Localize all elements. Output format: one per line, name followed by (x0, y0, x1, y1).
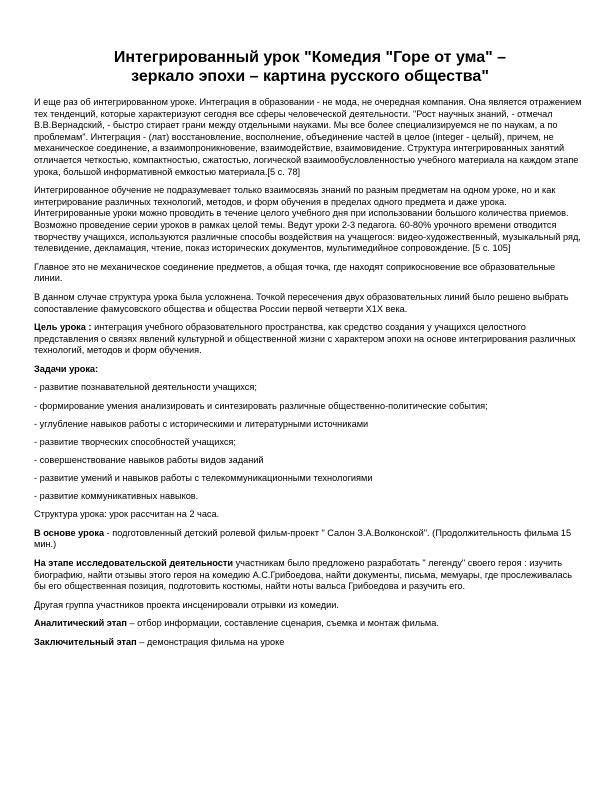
document-title (60, 48, 560, 86)
paragraph-goal (34, 322, 582, 357)
analytic-label: Аналитический этап (34, 618, 127, 629)
paragraph-structure-note: В данном случае структура урока была усложнена. Точкой пересечения двух образовательных линий было решено выбрать сопоставление фамусовского общества и общества России первой четверти Х1Х века. (34, 291, 569, 314)
paragraph-final-stage (34, 637, 582, 649)
paragraph-lesson-structure: Структура урока: урок рассчитан на 2 часа. (34, 509, 220, 520)
research-text: участникам было предложено разработать " легенду" своего героя : изучить биографию, найти отзывы этого героя на комедию А.С.Грибоедова, найти документы, письма, мемуары, где прослеживалась бы его общественная позиция, подготовить костюмы, найти ноты вальса Грибоедова и разучить его. (34, 557, 573, 592)
paragraph-main-point: Главное это не механическое соединение предметов, а общая точка, где находят соприкосновение все образовательные линии. (34, 261, 556, 284)
paragraph-analytic-stage (34, 618, 582, 630)
task-item: - развитие творческих способностей учащихся; (34, 436, 236, 447)
goal-text: интеграция учебного образовательного пространства, как средство создания у учащихся целостного представления о связях явлений культурной и общественной жизни с характером эпохи на основе интегрирования различных технологий, методов и форм обучения. (34, 322, 576, 356)
final-text: – демонстрация фильма на уроке (136, 636, 285, 647)
task-item: - совершенствование навыков работы видов заданий (34, 454, 264, 465)
paragraph-integrated-learning: Интегрированное обучение не подразумевает только взаимосвязь знаний по разным предметам на одном уроке, но и как интегрирование различных технологий, методов, и форм обучения в пределах одного предмета и даже урока. Интегрированные уроки можно проводить в течение целого учебного дня при использовании большого количества приемов. Возможно проведение серии уроков в рамках целой темы. Ведут уроки 2-3 педагога. 60-80% урочного времени отводится творчеству учащихся, используются различные способы воздействия на учащегося: видео-художественный, музыкальный ряд, телевидение, декламация, чтение, показ исторических документов, мультимедийное сопровождение. [5 с. 105] (34, 185, 581, 254)
basis-text: - подготовленный детский ролевой фильм-проект " Салон З.А.Волконской". (Продолжительность фильма 15 мин.) (34, 527, 572, 550)
analytic-text: – отбор информации, составление сценария, съемка и монтаж фильма. (126, 618, 439, 629)
task-item: - развитие умений и навыков работы с телекоммуникационными технологиями (34, 472, 373, 483)
title-line-2: зеркало эпохи – картина русского общества" (131, 68, 489, 85)
paragraph-basis (34, 528, 582, 551)
document-body (34, 97, 582, 655)
final-label: Заключительный этап (34, 636, 137, 647)
tasks-heading: Задачи урока: (34, 363, 99, 374)
research-label: На этапе исследовательской деятельности (34, 557, 234, 568)
task-item: - углубление навыков работы с историческими и литературными источниками (34, 418, 369, 429)
title-line-1: Интегрированный урок "Комедия "Горе от ума" – (113, 49, 507, 66)
basis-label: В основе урока (34, 527, 105, 538)
paragraph-intro: И еще раз об интегрированном уроке. Интеграция в образовании - не мода, не очередная компания. Она является отражением тех тенденций, которые характеризуют сегодня все сферы человеческой деятельности. "Рост научных знаний, - отмечал В.В.Вернадский, - быстро стирает грани между отдельными науками. Мы все более специализируемся не по наукам, а по проблемам". Интеграция - (лат) восстановление, восполнение, объединение частей в целое (integer - целый), причем, не механическое соединение, а взаимопроникновение, взаимодействие, взаимовидение. Структура интегрированных занятий отличается четкостью, компактностью, сжатостью, логической взаимообусловленностью учебного материала на каждом этапе урока, большой информативной емкостью материала.[5 с. 78] (34, 97, 582, 177)
task-item: - формирование умения анализировать и синтезировать различные общественно-политические события; (34, 400, 488, 411)
paragraph-other-group: Другая группа участников проекта инсценировали отрывки из комедии. (34, 599, 339, 610)
task-item: - развитие коммуникативных навыков. (34, 491, 199, 502)
task-item: - развитие познавательной деятельности учащихся; (34, 382, 257, 393)
paragraph-research-stage (34, 558, 582, 593)
goal-label: Цель урока : (34, 322, 92, 333)
